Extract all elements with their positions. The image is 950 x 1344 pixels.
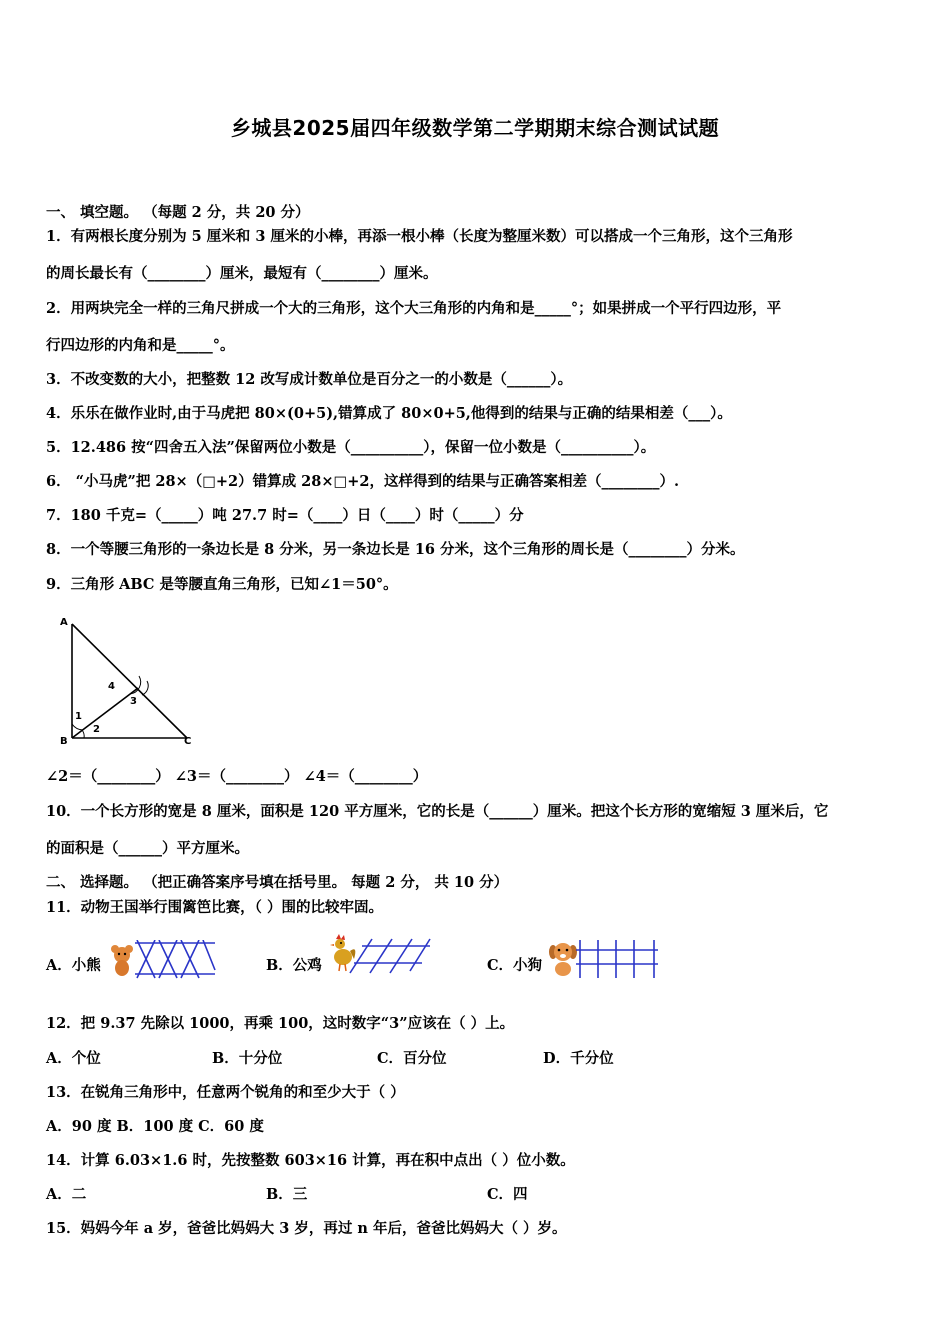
q2-line2: 行四边形的内角和是_____°。: [46, 337, 235, 354]
q9-answers: ∠2＝（________） ∠3＝（________） ∠4＝（________）: [46, 768, 428, 785]
vertex-c-label: C: [184, 736, 192, 747]
angle-2-label: 2: [93, 724, 100, 735]
fence-grid: [576, 940, 658, 978]
q3-text: 3．不改变数的大小，把整数 12 改写成计数单位是百分之一的小数是（______）。: [46, 371, 573, 388]
q11-text: 11．动物王国举行围篱笆比赛，（ ）围的比较牢固。: [46, 899, 383, 916]
q13-text: 13．在锐角三角形中，任意两个锐角的和至少大于（ ）: [46, 1084, 405, 1101]
q12-option-a[interactable]: A．个位: [46, 1050, 101, 1067]
q11-option-b-figure: [326, 933, 436, 981]
angle-1-arc: [72, 724, 83, 730]
q9-text: 9．三角形 ABC 是等腰直角三角形，已知∠1＝50°。: [46, 576, 398, 593]
q11-option-b[interactable]: B．公鸡: [266, 957, 322, 974]
section1-header: 一、 填空题。 （每题 2 分，共 20 分）: [46, 204, 310, 221]
q12-text: 12．把 9.37 先除以 1000，再乘 100，这时数字“3”应该在（ ）上。: [46, 1015, 515, 1032]
angle-4-label: 4: [108, 681, 115, 692]
q8-text: 8．一个等腰三角形的一条边长是 8 分米，另一条边长是 16 分米，这个三角形的周长是（________）分米。: [46, 541, 745, 558]
fence-cross: [135, 940, 215, 978]
fence-slanted: [350, 939, 430, 973]
q2-line1: 2．用两块完全一样的三角尺拼成一个大的三角形，这个大三角形的内角和是_____°；如果拼成一个平行四边形，平: [46, 300, 782, 317]
q1-line1: 1．有两根长度分别为 5 厘米和 3 厘米的小棒，再添一根小棒（长度为整厘米数）可以搭成一个三角形，这个三角形: [46, 228, 793, 245]
q13-options[interactable]: A．90 度 B．100 度 C．60 度: [46, 1118, 264, 1135]
section2-header: 二、 选择题。 （把正确答案序号填在括号里。 每题 2 分， 共 10 分）: [46, 874, 509, 891]
q12-option-b[interactable]: B．十分位: [212, 1050, 283, 1067]
q14-text: 14．计算 6.03×1.6 时，先按整数 603×16 计算，再在积中点出（ ）位小数。: [46, 1152, 575, 1169]
q1-line2: 的周长最长有（________）厘米，最短有（________）厘米。: [46, 265, 438, 282]
q11-option-c-figure: [546, 938, 661, 980]
q11-option-a[interactable]: A．小熊: [46, 957, 101, 974]
q14-option-a[interactable]: A．二: [46, 1186, 87, 1203]
triangle-figure: [55, 612, 200, 747]
q11-option-c[interactable]: C．小狗: [487, 957, 543, 974]
angle-3-label: 3: [130, 696, 137, 707]
vertex-a-label: A: [60, 617, 68, 628]
vertex-b-label: B: [60, 736, 68, 747]
bear-icon: [111, 945, 133, 976]
side-ac: [72, 624, 187, 738]
q10-line1: 10．一个长方形的宽是 8 厘米，面积是 120 平方厘米，它的长是（______）厘米。把这个长方形的宽缩短 3 厘米后，它: [46, 803, 829, 820]
angle-3-arc: [142, 681, 148, 695]
q14-option-b[interactable]: B．三: [266, 1186, 308, 1203]
q12-option-c[interactable]: C．百分位: [377, 1050, 447, 1067]
dog-icon: [549, 943, 577, 976]
q10-line2: 的面积是（______）平方厘米。: [46, 840, 249, 857]
q12-option-d[interactable]: D．千分位: [543, 1050, 614, 1067]
q7-text: 7．180 千克=（_____）吨 27.7 时=（____）日（____）时（_____）分: [46, 507, 524, 524]
q14-option-c[interactable]: C．四: [487, 1186, 528, 1203]
angle-2-arc: [82, 730, 84, 738]
q4-text: 4．乐乐在做作业时,由于马虎把 80×(0+5),错算成了 80×0+5,他得到的结果与正确的结果相差（___）。: [46, 405, 732, 422]
q11-option-a-figure: [107, 940, 217, 980]
q5-text: 5．12.486 按“四舍五入法”保留两位小数是（__________），保留一位小数是（__________）。: [46, 439, 656, 456]
page-title: 乡城县2025届四年级数学第二学期期末综合测试试题: [230, 116, 720, 140]
angle-1-label: 1: [75, 711, 82, 722]
q15-text: 15．妈妈今年 a 岁，爸爸比妈妈大 3 岁，再过 n 年后，爸爸比妈妈大（ ）岁。: [46, 1220, 567, 1237]
q6-text: 6． “小马虎”把 28×（□+2）错算成 28×□+2，这样得到的结果与正确答案相差（________）.: [46, 473, 679, 490]
rooster-icon: [330, 934, 355, 971]
